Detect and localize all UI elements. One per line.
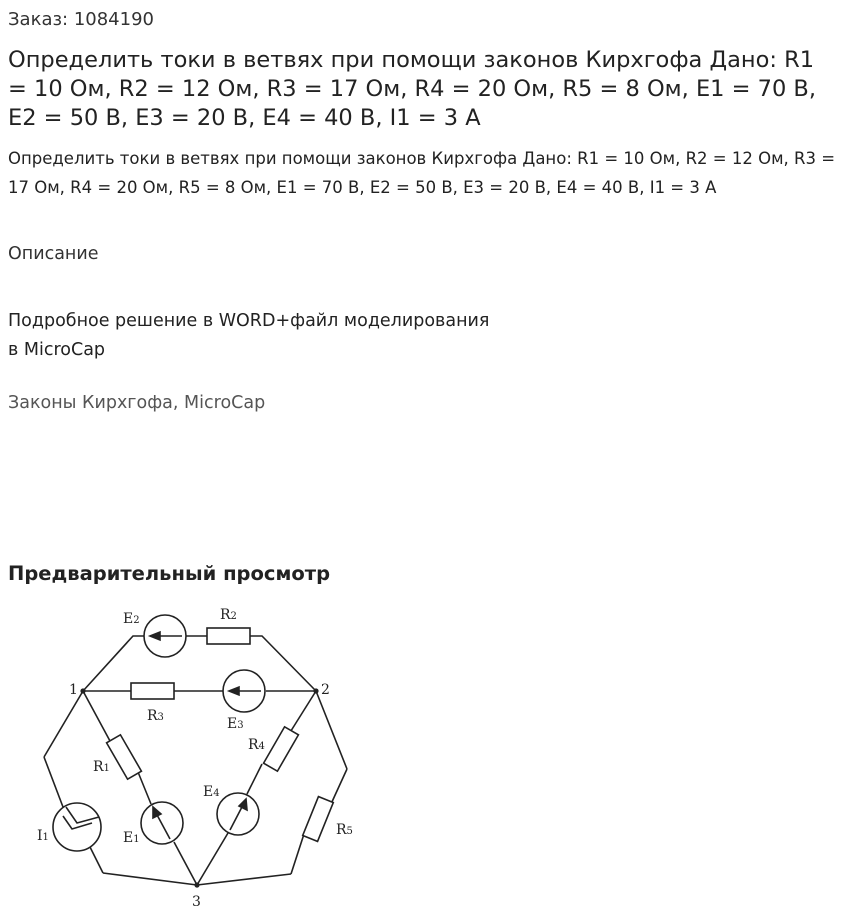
label-r1: R1 bbox=[93, 759, 110, 775]
label-r4: R4 bbox=[248, 737, 265, 753]
circuit-nodes bbox=[80, 688, 318, 887]
resistor-r3 bbox=[131, 683, 174, 699]
tag-separator: , bbox=[172, 393, 185, 413]
label-i1: I1 bbox=[37, 828, 49, 844]
resistor-r5 bbox=[303, 797, 334, 842]
description-text bbox=[8, 307, 568, 364]
resistor-r1 bbox=[107, 735, 142, 779]
preview-heading: Предварительный просмотр bbox=[8, 562, 331, 585]
label-e2: E2 bbox=[123, 611, 140, 627]
description-label: Описание bbox=[8, 244, 99, 264]
current-source-i1 bbox=[53, 803, 101, 851]
node-label-3: 3 bbox=[192, 894, 201, 910]
description-line-2: в MicroCap bbox=[8, 339, 106, 360]
label-e1: E1 bbox=[123, 830, 140, 846]
node-label-1: 1 bbox=[69, 682, 78, 698]
label-r3: R3 bbox=[147, 708, 164, 724]
label-r5: R5 bbox=[336, 822, 353, 838]
resistor-r2 bbox=[207, 628, 250, 644]
tag-microcap[interactable]: MicroCap bbox=[184, 393, 266, 413]
circuit-schematic bbox=[0, 598, 380, 916]
node-label-2: 2 bbox=[321, 682, 330, 698]
label-e3: E3 bbox=[227, 716, 244, 732]
description-line-1: Подробное решение в WORD+файл моделирования bbox=[8, 311, 490, 331]
order-number: Заказ: 1084190 bbox=[8, 9, 154, 30]
product-title: Определить токи в ветвях при помощи законов Кирхгофа Дано: R1 = 10 Ом, R2 = 12 Ом, R3 = 17 Ом, R4 = 20 Ом, R5 = 8 Ом, E1 = 70 В, E2 = 50 В, E3 = 20 В, E4 = 40 В, I1 = 3 А bbox=[8, 47, 817, 131]
product-summary: Определить токи в ветвях при помощи законов Кирхгофа Дано: R1 = 10 Ом, R2 = 12 Ом, R3 = 17 Ом, R4 = 20 Ом, R5 = 8 Ом, E1 = 70 В, E2 = 50 В, E3 = 20 В, E4 = 40 В, I1 = 3 А bbox=[8, 149, 836, 197]
tag-list bbox=[8, 393, 265, 413]
label-e4: E4 bbox=[203, 784, 220, 800]
label-r2: R2 bbox=[220, 607, 237, 623]
tag-kirchhoff-laws[interactable]: Законы Кирхгофа bbox=[8, 393, 173, 413]
resistor-r4 bbox=[264, 727, 299, 771]
